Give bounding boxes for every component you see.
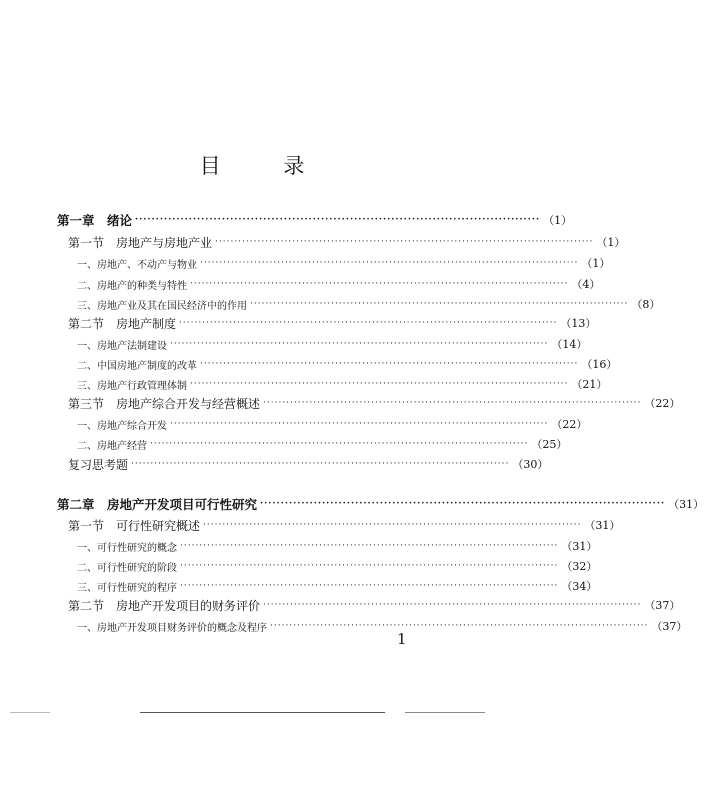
dot-leader: ·································································································· [200,359,579,369]
toc-entry-label: 一、房地产开发项目财务评价的概念及程序 [77,622,267,634]
toc-entry-subsection [77,374,608,394]
toc-entry-label: 第一节 可行性研究概述 [68,518,201,533]
toc-entry-page: （1） [543,214,573,227]
toc-entry-page: （8） [631,298,661,311]
toc-entry-page: （37） [644,599,681,612]
toc-entry-subsection [77,294,661,314]
toc-entry-page: （14） [551,338,588,351]
dot-leader: ·································································································· [200,258,579,268]
toc-entry-page: （22） [551,418,588,431]
toc-entry-section [68,515,621,535]
toc-entry-label: 三、可行性研究的程序 [77,582,177,594]
scan-artifact-line [140,712,385,713]
toc-entry-section [68,393,681,413]
scan-artifact-line [10,712,50,713]
toc-entry-page: （16） [581,358,618,371]
toc-entry-label: 第二节 房地产制度 [68,316,177,331]
scan-artifact-line [405,712,485,713]
toc-entry-page: （31） [561,540,598,553]
toc-entry-label: 第一节 房地产与房地产业 [68,235,213,250]
toc-entry-chapter-1 [57,210,573,230]
dot-leader: ·································································································· [180,541,559,551]
toc-entry-label: 一、房地产、不动产与物业 [77,259,197,271]
dot-leader: ·································································································· [131,459,510,469]
toc-entry-subsection [77,274,601,294]
toc-entry-page: （22） [644,397,681,410]
toc-entry-page: （13） [560,317,597,330]
toc-title: 目 录 [199,154,333,178]
dot-leader: ·································································································· [250,299,629,309]
toc-entry-subsection [77,556,598,576]
toc-entry-label: 三、房地产行政管理体制 [77,380,187,392]
toc-entry-label: 第一章 绪论 [57,213,133,228]
toc-entry-label: 复习思考题 [68,457,129,472]
toc-entry-section [68,595,681,615]
dot-leader: ·································································································· [215,237,594,247]
dot-leader: ·································································································· [260,499,666,509]
toc-entry-label: 二、房地产的种类与特性 [77,280,187,292]
dot-leader: ·································································································· [203,520,582,530]
toc-entry-subsection [77,354,618,374]
toc-entry-subsection [77,434,568,454]
toc-entry-subsection [77,616,688,636]
dot-leader: ·································································································· [170,339,549,349]
dot-leader: ·································································································· [135,215,541,225]
toc-entry-page: （32） [561,560,598,573]
toc-entry-label: 一、房地产综合开发 [77,420,167,432]
toc-entry-page: （4） [571,278,601,291]
toc-entry-subsection [77,576,598,596]
toc-entry-label: 第二节 房地产开发项目的财务评价 [68,598,261,613]
dot-leader: ·································································································· [190,279,569,289]
toc-entry-label: 二、房地产经营 [77,440,147,452]
page-number: 1 [397,630,407,648]
toc-entry-section [68,313,597,333]
toc-entry-page: （1） [596,236,626,249]
toc-entry-label: 二、可行性研究的阶段 [77,562,177,574]
toc-entry-label: 二、中国房地产制度的改革 [77,360,197,372]
toc-entry-label: 第三节 房地产综合开发与经营概述 [68,396,261,411]
toc-entry-section [68,232,626,252]
toc-entry-page: （31） [668,498,704,511]
dot-leader: ·································································································· [180,561,559,571]
toc-entry-subsection [77,253,611,273]
dot-leader: ·································································································· [170,419,549,429]
dot-leader: ·································································································· [179,318,558,328]
dot-leader: ·································································································· [270,621,649,631]
dot-leader: ·································································································· [180,581,559,591]
toc-entry-page: （34） [561,580,598,593]
toc-entry-subsection [77,414,588,434]
toc-entry-review-questions [68,454,549,474]
toc-entry-label: 一、可行性研究的概念 [77,542,177,554]
toc-entry-page: （30） [512,458,549,471]
dot-leader: ·································································································· [263,398,642,408]
toc-entry-page: （37） [651,620,688,633]
toc-entry-label: 第二章 房地产开发项目可行性研究 [57,497,258,512]
dot-leader: ·································································································· [150,439,529,449]
toc-entry-subsection [77,334,588,354]
toc-entry-page: （1） [581,257,611,270]
toc-entry-page: （31） [584,519,621,532]
toc-entry-label: 一、房地产法制建设 [77,340,167,352]
dot-leader: ·································································································· [263,600,642,610]
toc-entry-chapter-2 [57,494,704,514]
toc-entry-label: 三、房地产业及其在国民经济中的作用 [77,300,247,312]
dot-leader: ·································································································· [190,379,569,389]
toc-entry-page: （21） [571,378,608,391]
toc-entry-subsection [77,536,598,556]
toc-entry-page: （25） [531,438,568,451]
